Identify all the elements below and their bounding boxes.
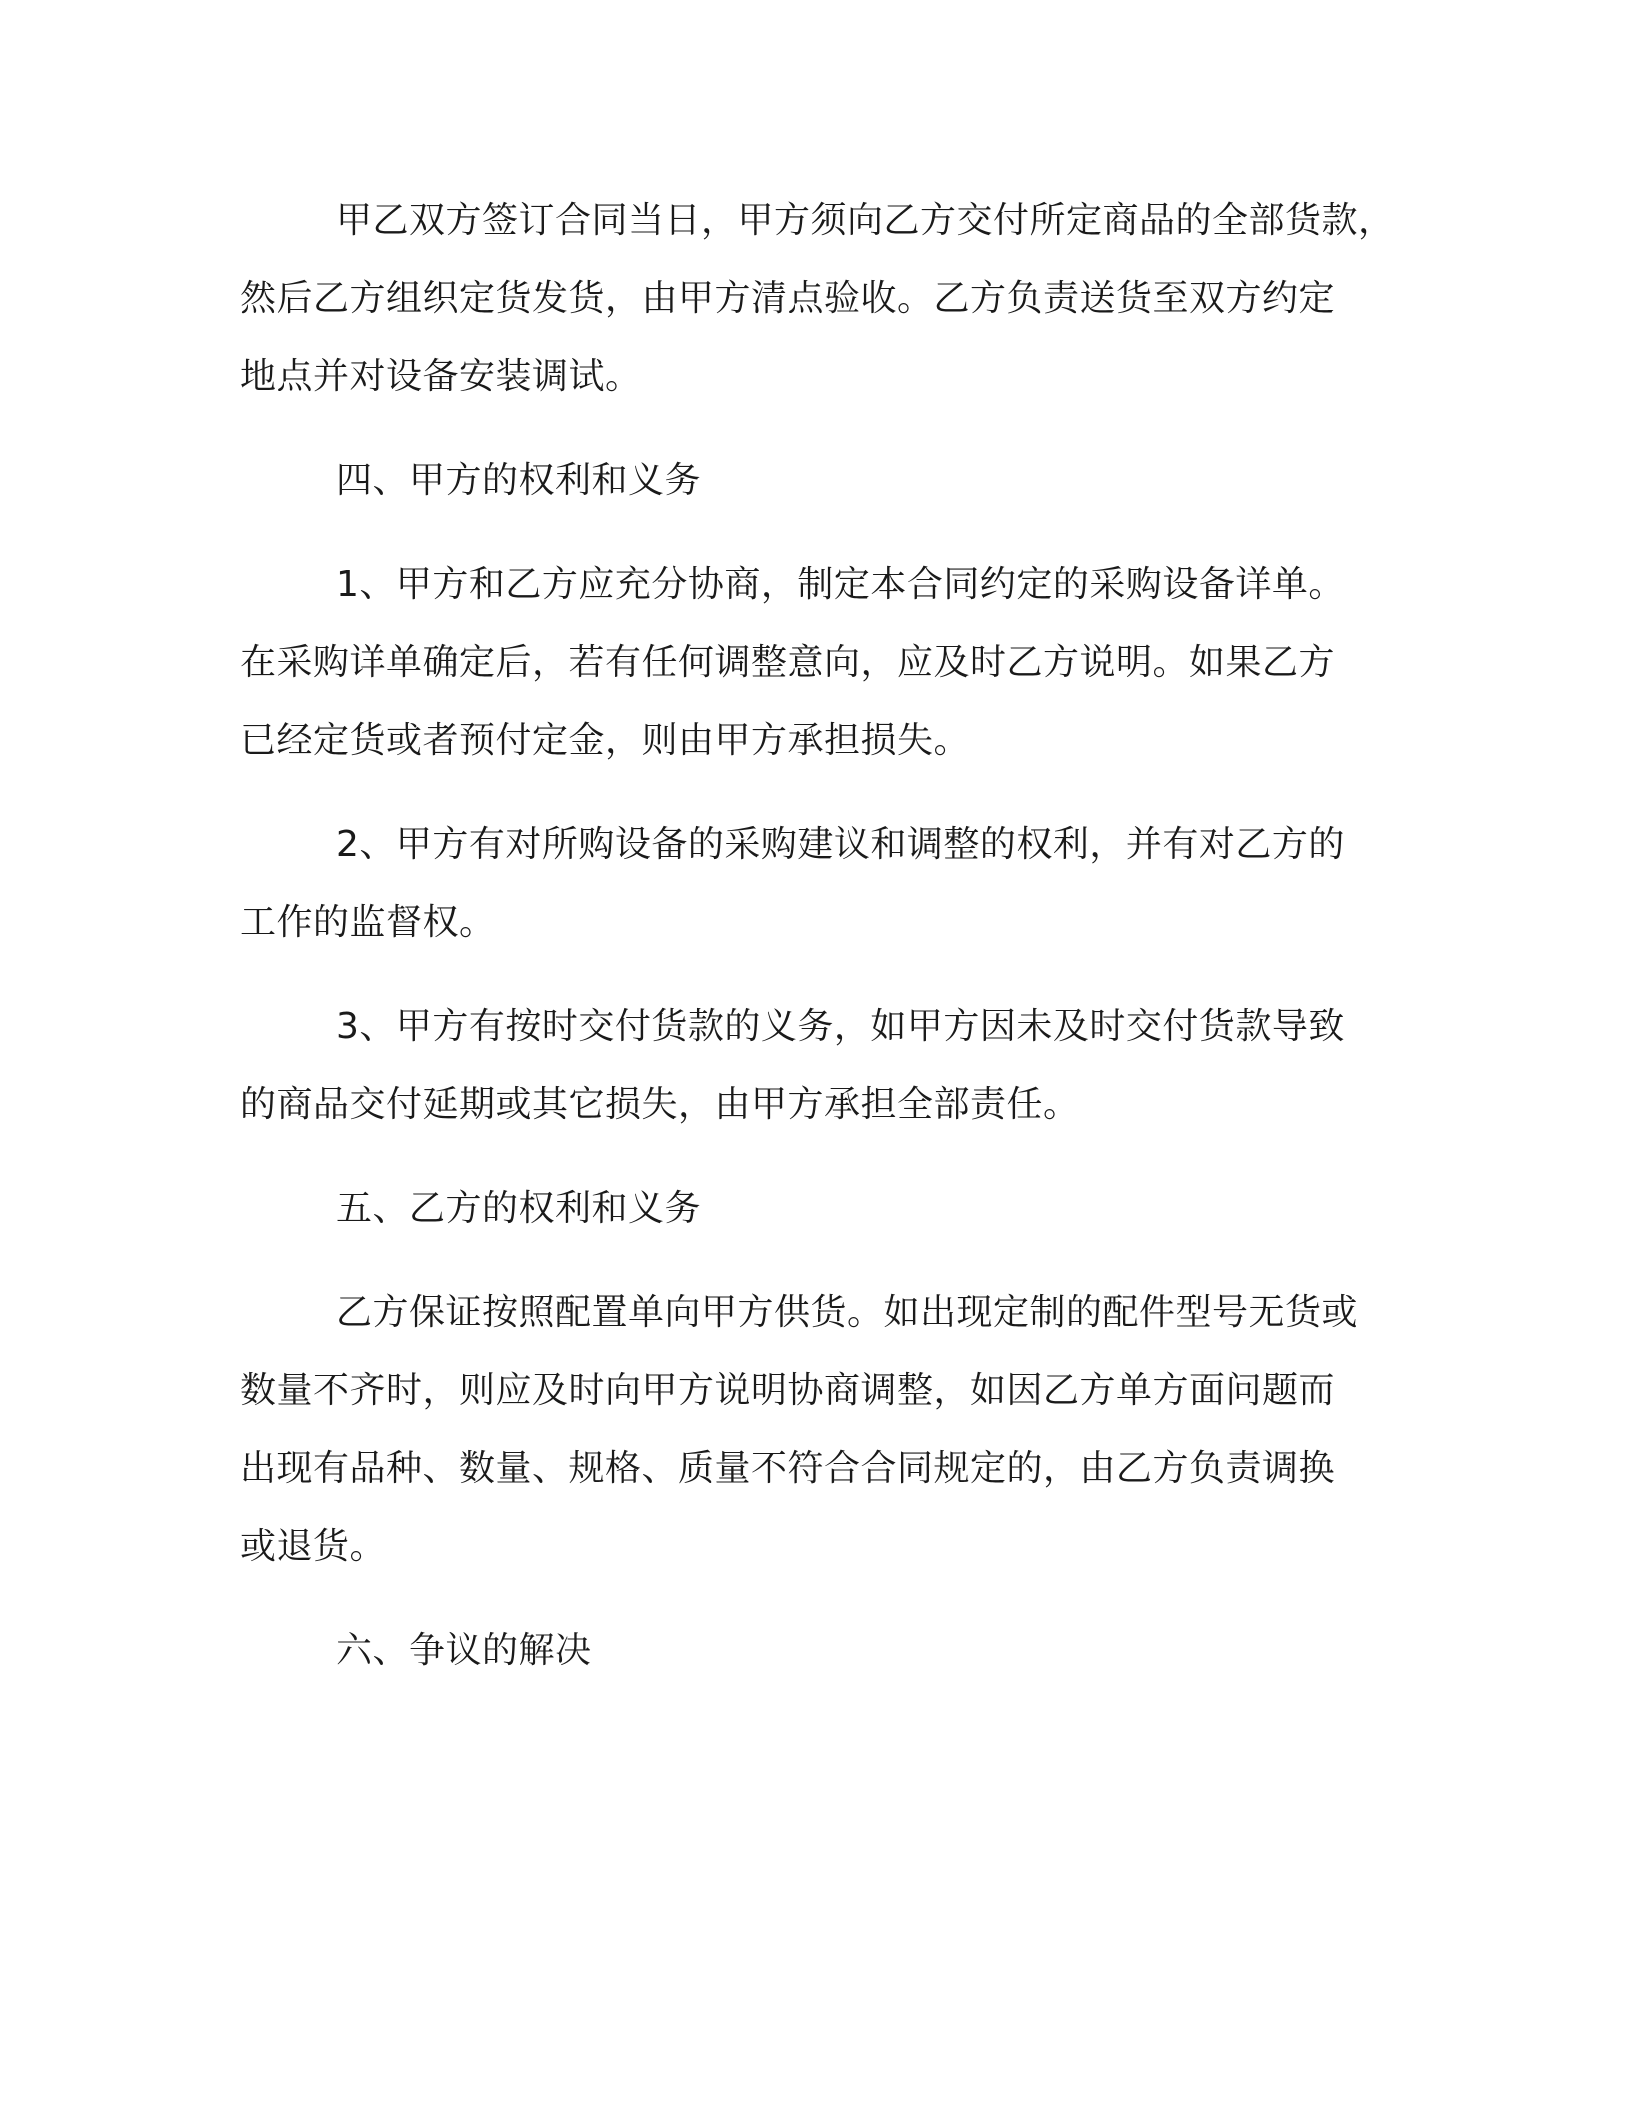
section-heading-4 [240,442,1400,520]
section-heading-6 [240,1612,1400,1690]
heading-text: 五、乙方的权利和义务 [336,1188,702,1229]
paragraph-section-5-body [240,1274,1400,1586]
paragraph-section-4-item-1 [240,546,1400,780]
text-line: 地点并对设备安装调试。 [240,356,642,397]
paragraph-section-4-item-3 [240,988,1400,1144]
text-line: 数量不齐时，则应及时向甲方说明协商调整，如因乙方单方面问题而 [240,1370,1336,1411]
text-line: 工作的监督权。 [240,902,496,943]
paragraph-payment-delivery [240,182,1400,416]
text-line: 乙方保证按照配置单向甲方供货。如出现定制的配件型号无货或 [336,1292,1359,1333]
text-line: 的商品交付延期或其它损失，由甲方承担全部责任。 [240,1084,1080,1125]
text-line: 已经定货或者预付定金，则由甲方承担损失。 [240,720,971,761]
heading-text: 六、争议的解决 [336,1630,592,1671]
text-line: 出现有品种、数量、规格、质量不符合合同规定的，由乙方负责调换 [240,1448,1336,1489]
text-line: 或退货。 [240,1526,387,1567]
text-line: 1、甲方和乙方应充分协商，制定本合同约定的采购设备详单。 [336,564,1345,605]
document-body [240,182,1400,1716]
text-line: 3、甲方有按时交付货款的义务，如甲方因未及时交付货款导致 [336,1006,1345,1047]
text-line: 然后乙方组织定货发货，由甲方清点验收。乙方负责送货至双方约定 [240,278,1336,319]
heading-text: 四、甲方的权利和义务 [336,460,702,501]
section-heading-5 [240,1170,1400,1248]
text-line: 2、甲方有对所购设备的采购建议和调整的权利，并有对乙方的 [336,824,1345,865]
text-line: 甲乙双方签订合同当日，甲方须向乙方交付所定商品的全部货款， [336,200,1395,241]
paragraph-section-4-item-2 [240,806,1400,962]
text-line: 在采购详单确定后，若有任何调整意向，应及时乙方说明。如果乙方 [240,642,1336,683]
